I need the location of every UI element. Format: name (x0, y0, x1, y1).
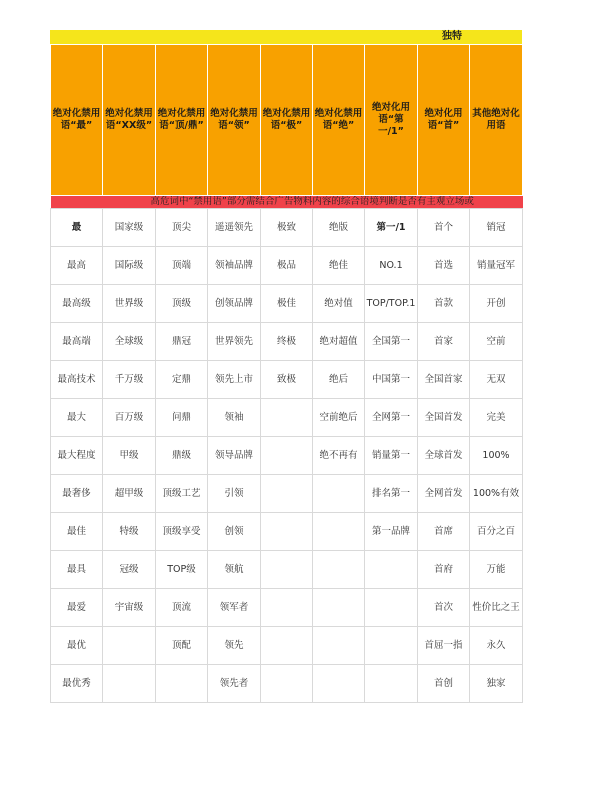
table-row (51, 437, 523, 475)
table-cell[interactable]: 全网首发 (418, 475, 470, 513)
table-cell[interactable] (313, 551, 365, 589)
table-cell[interactable] (313, 589, 365, 627)
table-cell[interactable]: 领袖品牌 (208, 247, 261, 285)
table-cell[interactable] (103, 627, 156, 665)
table-row (51, 475, 523, 513)
table-cell[interactable]: 性价比之王 (470, 589, 523, 627)
table-cell[interactable]: 空前 (470, 323, 523, 361)
table-cell[interactable]: TOP级 (156, 551, 208, 589)
table-cell[interactable]: 定鼎 (156, 361, 208, 399)
column-header[interactable]: 绝对化禁用语“绝” (313, 45, 365, 196)
table-cell[interactable]: 销量第一 (365, 437, 418, 475)
table-cell[interactable] (261, 399, 313, 437)
table-cell[interactable]: 世界领先 (208, 323, 261, 361)
table-cell[interactable]: 绝不再有 (313, 437, 365, 475)
table-cell[interactable]: 百分之百 (470, 513, 523, 551)
table-cell[interactable]: 极佳 (261, 285, 313, 323)
table-cell[interactable]: 千万级 (103, 361, 156, 399)
table-cell[interactable] (365, 627, 418, 665)
table-cell[interactable]: 首屈一指 (418, 627, 470, 665)
table-cell[interactable]: TOP/TOP.1 (365, 285, 418, 323)
table-row (51, 247, 523, 285)
table-cell[interactable]: 百万级 (103, 399, 156, 437)
table-cell[interactable]: 完美 (470, 399, 523, 437)
column-header[interactable]: 绝对化用语“第一/1” (365, 45, 418, 196)
table-cell[interactable]: 中国第一 (365, 361, 418, 399)
table-cell[interactable]: 宇宙级 (103, 589, 156, 627)
table-cell[interactable] (261, 551, 313, 589)
table-cell[interactable]: 国家级 (103, 209, 156, 247)
table-cell[interactable] (313, 475, 365, 513)
table-cell[interactable]: 领先 (208, 627, 261, 665)
table-cell[interactable]: 创领品牌 (208, 285, 261, 323)
table-cell[interactable]: 领军者 (208, 589, 261, 627)
table-cell[interactable]: 最高技术 (51, 361, 103, 399)
table-cell[interactable]: 销量冠军 (470, 247, 523, 285)
table-cell[interactable]: 顶端 (156, 247, 208, 285)
table-cell[interactable]: 领导品牌 (208, 437, 261, 475)
table-cell[interactable]: 最大 (51, 399, 103, 437)
table-cell[interactable]: 最 (51, 209, 103, 247)
table-cell[interactable]: 最优 (51, 627, 103, 665)
table-cell[interactable]: 空前绝后 (313, 399, 365, 437)
table-row (51, 551, 523, 589)
table-cell[interactable]: 首个 (418, 209, 470, 247)
warning-row (51, 196, 523, 209)
table-row (51, 323, 523, 361)
table-cell[interactable]: 最高级 (51, 285, 103, 323)
table-cell[interactable]: 首创 (418, 665, 470, 703)
table-cell[interactable] (261, 437, 313, 475)
table-cell[interactable]: 独家 (470, 665, 523, 703)
table-cell[interactable]: 最佳 (51, 513, 103, 551)
table-cell[interactable] (365, 665, 418, 703)
table-cell[interactable]: 最奢侈 (51, 475, 103, 513)
table-cell[interactable]: 最大程度 (51, 437, 103, 475)
table-row (51, 513, 523, 551)
table-cell[interactable]: 极致 (261, 209, 313, 247)
table-cell[interactable]: 顶流 (156, 589, 208, 627)
table-row (51, 285, 523, 323)
table-cell[interactable]: 领航 (208, 551, 261, 589)
table-cell[interactable]: 冠级 (103, 551, 156, 589)
table-cell[interactable]: 首选 (418, 247, 470, 285)
column-header[interactable]: 绝对化禁用语“领” (208, 45, 261, 196)
table-row (51, 627, 523, 665)
table-cell[interactable]: 顶级 (156, 285, 208, 323)
table-cell[interactable]: 绝对超值 (313, 323, 365, 361)
table-cell[interactable]: 首家 (418, 323, 470, 361)
table-cell[interactable]: 第一/1 (365, 209, 418, 247)
table-cell[interactable]: 无双 (470, 361, 523, 399)
table-cell[interactable]: 开创 (470, 285, 523, 323)
table-cell[interactable]: 国际级 (103, 247, 156, 285)
table-row (51, 209, 523, 247)
warning-cell[interactable] (51, 196, 523, 209)
table-cell[interactable]: 极品 (261, 247, 313, 285)
table-cell[interactable] (365, 551, 418, 589)
column-header[interactable]: 绝对化禁用语“极” (261, 45, 313, 196)
table-cell[interactable] (261, 513, 313, 551)
table-cell[interactable]: 鼎级 (156, 437, 208, 475)
table-cell[interactable]: 最爱 (51, 589, 103, 627)
table-cell[interactable]: 甲级 (103, 437, 156, 475)
table-cell[interactable]: 顶级工艺 (156, 475, 208, 513)
table-cell[interactable]: 创领 (208, 513, 261, 551)
banned-words-table (50, 44, 523, 703)
table-cell[interactable]: 致极 (261, 361, 313, 399)
table-cell[interactable]: 最具 (51, 551, 103, 589)
table-cell[interactable]: 永久 (470, 627, 523, 665)
table-cell[interactable]: 全球级 (103, 323, 156, 361)
table-cell[interactable]: 万能 (470, 551, 523, 589)
table-cell[interactable]: 鼎冠 (156, 323, 208, 361)
warning-text: 高危词中“禁用语”部分需结合广告物料内容的综合语境判断是否有主观立场或 (150, 196, 474, 207)
table-cell[interactable]: 100% (470, 437, 523, 475)
table-cell[interactable]: 顶级享受 (156, 513, 208, 551)
table-cell[interactable]: 首席 (418, 513, 470, 551)
table-cell[interactable]: 首次 (418, 589, 470, 627)
table-cell[interactable] (261, 627, 313, 665)
column-header[interactable]: 绝对化用语“首” (418, 45, 470, 196)
table-cell[interactable]: 全国首家 (418, 361, 470, 399)
table-cell[interactable]: 第一品牌 (365, 513, 418, 551)
table-row (51, 665, 523, 703)
table-cell[interactable]: 绝佳 (313, 247, 365, 285)
table-cell[interactable]: 超甲级 (103, 475, 156, 513)
table-cell[interactable]: 绝版 (313, 209, 365, 247)
table-cell[interactable]: 问鼎 (156, 399, 208, 437)
table-cell[interactable]: 首府 (418, 551, 470, 589)
table-cell[interactable]: 销冠 (470, 209, 523, 247)
table-cell[interactable]: 最高端 (51, 323, 103, 361)
table-cell[interactable] (261, 589, 313, 627)
table-cell[interactable]: 绝后 (313, 361, 365, 399)
table-cell[interactable]: 100%有效 (470, 475, 523, 513)
table-cell[interactable]: 首款 (418, 285, 470, 323)
table-cell[interactable]: 领先者 (208, 665, 261, 703)
table-cell[interactable] (313, 665, 365, 703)
table-cell[interactable]: 全国第一 (365, 323, 418, 361)
table-cell[interactable]: 排名第一 (365, 475, 418, 513)
table-cell[interactable] (103, 665, 156, 703)
table-cell[interactable] (313, 627, 365, 665)
table-cell[interactable] (156, 665, 208, 703)
table-cell[interactable]: 全国首发 (418, 399, 470, 437)
table-cell[interactable]: 全网第一 (365, 399, 418, 437)
table-cell[interactable]: 终极 (261, 323, 313, 361)
column-header[interactable]: 绝对化禁用语“最” (51, 45, 103, 196)
table-cell[interactable]: 领袖 (208, 399, 261, 437)
table-cell[interactable]: 顶尖 (156, 209, 208, 247)
column-header[interactable]: 其他绝对化用语 (470, 45, 523, 196)
table-cell[interactable]: 领先上市 (208, 361, 261, 399)
spreadsheet (50, 30, 522, 703)
header-row (51, 45, 523, 196)
table-cell[interactable] (261, 475, 313, 513)
table-cell[interactable] (313, 513, 365, 551)
table-cell[interactable] (261, 665, 313, 703)
table-cell[interactable]: 绝对值 (313, 285, 365, 323)
column-header[interactable]: 绝对化禁用语“顶/鼎” (156, 45, 208, 196)
table-cell[interactable]: 顶配 (156, 627, 208, 665)
table-row (51, 361, 523, 399)
column-header[interactable]: 绝对化禁用语“XX级” (103, 45, 156, 196)
table-body (51, 209, 523, 703)
table-row (51, 399, 523, 437)
banner-label: 独特 (442, 31, 462, 42)
table-cell[interactable] (365, 589, 418, 627)
table-cell[interactable]: NO.1 (365, 247, 418, 285)
table-cell[interactable]: 特级 (103, 513, 156, 551)
table-cell[interactable]: 最高 (51, 247, 103, 285)
table-cell[interactable]: 世界级 (103, 285, 156, 323)
table-cell[interactable]: 全球首发 (418, 437, 470, 475)
table-cell[interactable]: 引领 (208, 475, 261, 513)
table-cell[interactable]: 最优秀 (51, 665, 103, 703)
table-cell[interactable]: 遥遥领先 (208, 209, 261, 247)
table-row (51, 589, 523, 627)
category-banner (50, 30, 522, 44)
